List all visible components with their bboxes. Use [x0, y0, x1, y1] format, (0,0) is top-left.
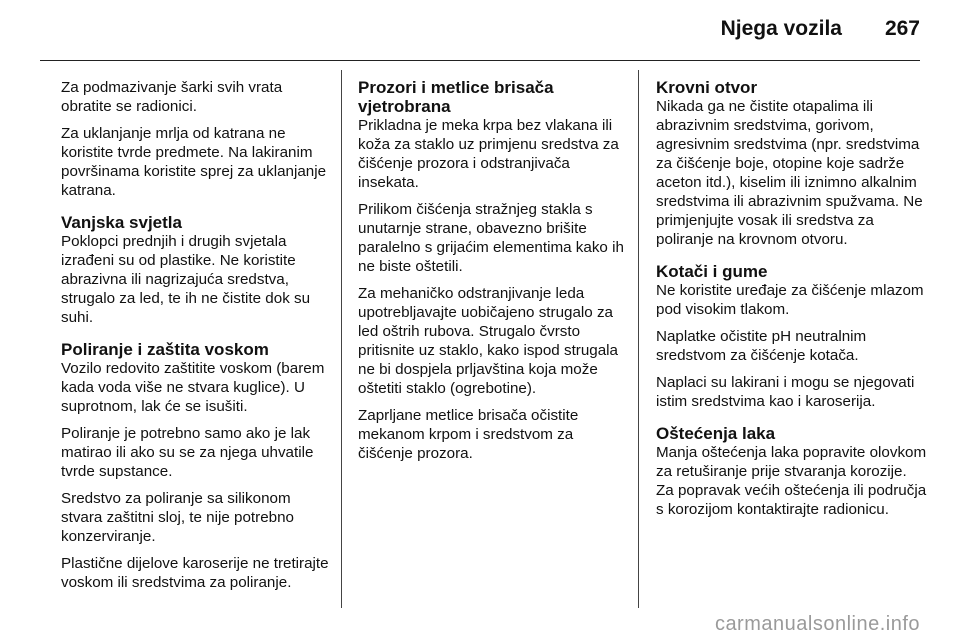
paragraph: Za mehaničko odstranjivanje leda upotrebljavajte uobičajeno strugalo za led oštrih rubova. Strugalo čvrsto pritisnite uz staklo, kako ispod strugala ne bi dospjela prljavština koja može oštetiti staklo (ogrebotine). [358, 285, 619, 397]
paragraph: Poklopci prednjih i drugih svjetala izrađeni su od plastike. Ne koristite abrazivna ili nagrizajuća sredstva, strugalo za led, te ih ne čistite dok su suhi. [61, 233, 311, 326]
section-heading: Poliranje i zaštita voskom [61, 340, 269, 359]
section-exterior-lights [61, 213, 333, 327]
page-number: 267 [884, 17, 920, 40]
paragraph: Za podmazivanje šarki svih vrata obratite se radionici. [61, 79, 283, 115]
column-3 [656, 78, 928, 532]
section-heading: Kotači i gume [656, 262, 768, 281]
watermark: carmanualsonline.info [714, 613, 920, 635]
section-heading: Oštećenja laka [656, 424, 776, 443]
paragraph: Prikladna je meka krpa bez vlakana ili koža za staklo uz primjenu sredstva za čišćenje prozora i odstranjivača insekata. [358, 117, 619, 191]
section-hinges [61, 78, 333, 200]
section-sunroof [656, 78, 928, 249]
section-heading: Prozori i metlice brisača vjetrobrana [358, 78, 554, 116]
column-divider-1 [341, 70, 342, 608]
section-heading: Vanjska svjetla [61, 213, 182, 232]
paragraph: Naplaci su lakirani i mogu se njegovati istim sredstvima kao i karoserija. [656, 374, 915, 410]
section-wheels-tyres [656, 262, 928, 411]
paragraph: Poliranje je potrebno samo ako je lak matirao ili ako su se za njega uhvatile tvrde supstance. [61, 425, 314, 480]
paragraph: Manja oštećenja laka popravite olovkom za retuširanje prije stvaranja korozije. Za popravak većih oštećenja ili područja s korozijom kontaktirajte radionicu. [656, 444, 927, 518]
section-windows-wipers [358, 78, 630, 463]
paragraph: Zaprljane metlice brisača očistite mekanom krpom i sredstvom za čišćenje prozora. [358, 407, 579, 462]
section-heading: Krovni otvor [656, 78, 758, 97]
header-title: Njega vozila [720, 17, 842, 40]
paragraph: Za uklanjanje mrlja od katrana ne koristite tvrde predmete. Na lakiranim površinama koristite sprej za uklanjanje katrana. [61, 125, 327, 199]
paragraph: Sredstvo za poliranje sa silikonom stvara zaštitni sloj, te nije potrebno konzerviranje. [61, 490, 294, 545]
paragraph: Ne koristite uređaje za čišćenje mlazom pod visokim tlakom. [656, 282, 924, 318]
paragraph: Prilikom čišćenja stražnjeg stakla s unutarnje strane, obavezno brišite paralelno s grijaćim elementima kako ih ne biste oštetili. [358, 201, 624, 275]
section-polishing-waxing [61, 340, 333, 592]
paragraph: Plastične dijelove karoserije ne tretirajte voskom ili sredstvima za poliranje. [61, 555, 329, 591]
column-divider-2 [638, 70, 639, 608]
paragraph: Nikada ga ne čistite otapalima ili abrazivnim sredstvima, gorivom, agresivnim sredstvima (npr. sredstvima za čišćenje boje, otopine koje sadrže aceton itd.), kiselim ili iznimno alkalnim sredstvima ili abrazivnim spužvama. Ne primjenjujte vosak ili sredstva za poliranje na krovnom otvoru. [656, 98, 923, 248]
header-rule [40, 60, 920, 61]
paragraph: Naplatke očistite pH neutralnim sredstvom za čišćenje kotača. [656, 328, 867, 364]
section-paint-damage [656, 424, 928, 519]
paragraph: Vozilo redovito zaštitite voskom (barem kada voda više ne stvara kuglice). U suprotnom, lak će se isušiti. [61, 360, 325, 415]
column-1 [61, 78, 333, 605]
column-2 [358, 78, 630, 476]
